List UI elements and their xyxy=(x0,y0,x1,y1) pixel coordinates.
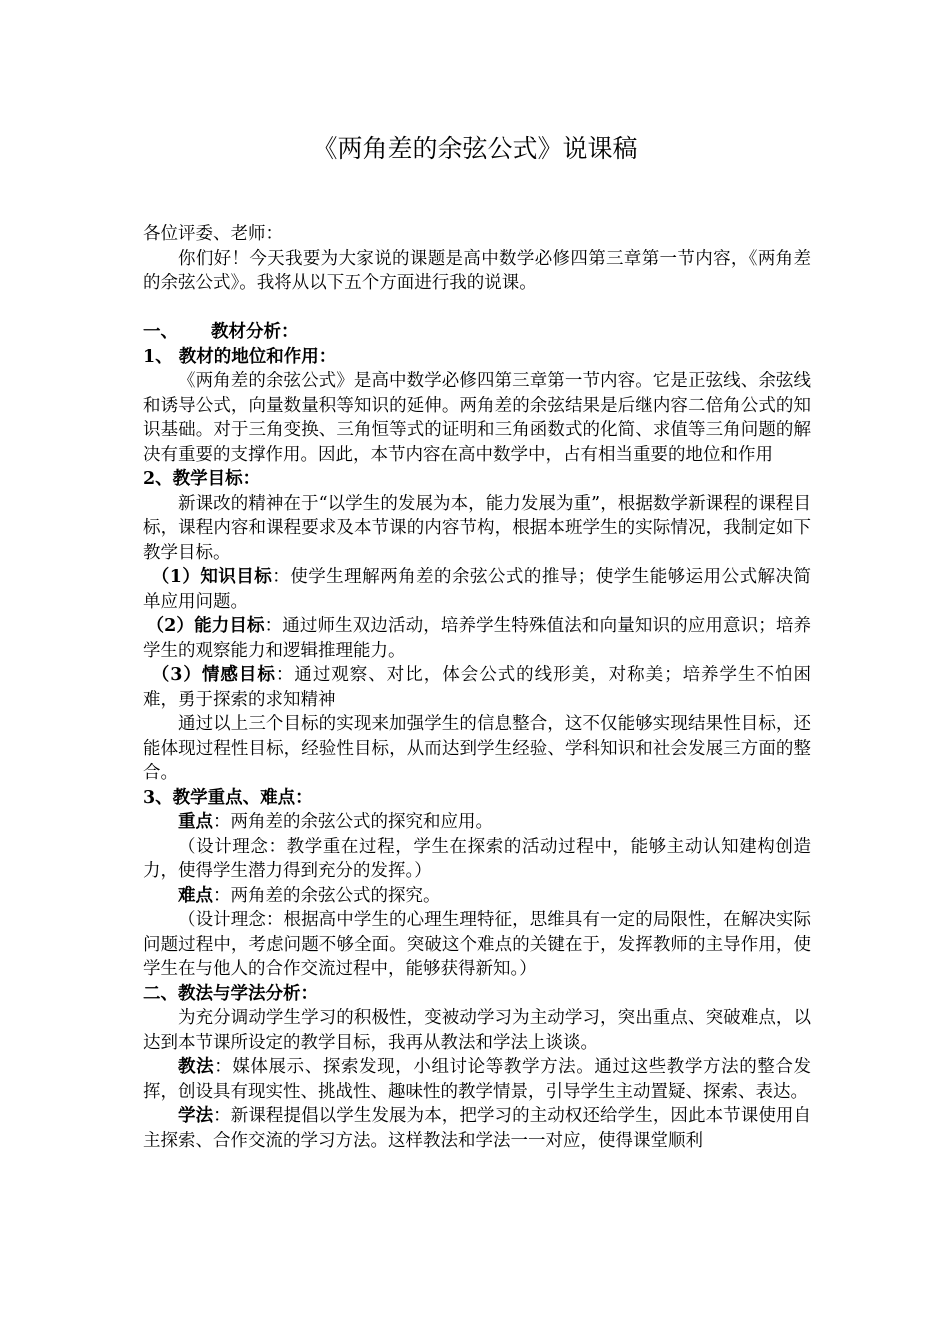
key-point-note: （设计理念：教学重在过程，学生在探索的活动过程中，能够主动认知建构创造力，使得学生潜力得到充分的发挥。） xyxy=(143,836,811,881)
section1-sub1-text: 《两角差的余弦公式》是高中数学必修四第三章第一节内容。它是正弦线、余弦线和诱导公式，向量数量积等知识的延伸。两角差的余弦结果是后继内容二倍角公式的知识基础。对于三角变换、三角恒等式的证明和三角函数式的化简、求值等三角问题的解决有重要的支撑作用。因此，本节内容在高中数学中，占有相当重要的地位和作用 xyxy=(143,371,811,465)
section1-number: 一、 xyxy=(143,322,178,342)
difficult-point-note: （设计理念：根据高中学生的心理生理特征，思维具有一定的局限性，在解决实际问题过程中，考虑问题不够全面。突破这个难点的关键在于，发挥教师的主导作用，使学生在与他人的合作交流过程中，能够获得新知。） xyxy=(143,910,811,979)
teaching-method-label: 教法 xyxy=(178,1057,215,1077)
difficult-point-text: ：两角差的余弦公式的探究。 xyxy=(213,885,441,906)
greeting: 各位评委、老师： xyxy=(143,224,283,244)
key-point-text: ：两角差的余弦公式的探究和应用。 xyxy=(213,812,493,832)
difficult-point-label: 难点 xyxy=(178,885,213,906)
goal-emotion xyxy=(143,663,811,712)
learning-method-text: ：新课程提倡以学生发展为本，把学习的主动权还给学生，因此本节课使用自主探索、合作交流的学习方法。这样教法和学法一一对应，使得课堂顺利 xyxy=(143,1106,811,1151)
section2-heading: 二、教法与学法分析： xyxy=(143,983,318,1004)
difficult-point xyxy=(143,884,811,909)
key-point xyxy=(143,810,811,835)
section2-intro: 为充分调动学生学习的积极性，变被动学习为主动学习，突出重点、突破难点，以达到本节课所设定的教学目标，我再从教法和学法上谈谈。 xyxy=(143,1008,811,1053)
goal-knowledge-text: ：使学生理解两角差的余弦公式的推导；使学生能够运用公式解决简单应用问题。 xyxy=(143,567,811,612)
key-point-label: 重点 xyxy=(178,812,213,832)
goal-ability xyxy=(143,614,811,663)
goal-emotion-text: ：通过观察、对比，体会公式的线形美，对称美；培养学生不怕困难，勇于探索的求知精神 xyxy=(143,665,811,710)
goal-ability-label: （2）能力目标 xyxy=(146,616,265,636)
section1-sub2-text: 新课改的精神在于“以学生的发展为本，能力发展为重”，根据数学新课程的课程目标，课程内容和课程要求及本节课的内容节构，根据本班学生的实际情况，我制定如下教学目标。 xyxy=(143,493,811,563)
document-title: 《两角差的余弦公式》说课稿 xyxy=(312,134,638,163)
teaching-method-text: ：媒体展示、探索发现，小组讨论等教学方法。通过这些教学方法的整合发挥，创设具有现实性、挑战性、趣味性的教学情景，引导学生主动置疑、探索、表达。 xyxy=(143,1057,812,1102)
section1-heading-text: 教材分析： xyxy=(211,322,299,342)
goal-emotion-label: （3）情感目标 xyxy=(151,665,276,685)
section1-sub1-heading: 1、 教材的地位和作用： xyxy=(143,346,337,367)
learning-method xyxy=(143,1104,811,1153)
goals-summary: 通过以上三个目标的实现来加强学生的信息整合，这不仅能够实现结果性目标，还能体现过程性目标，经验性目标，从而达到学生经验、学科知识和社会发展三方面的整合。 xyxy=(143,714,811,783)
learning-method-label: 学法 xyxy=(178,1106,214,1126)
document-body xyxy=(143,222,811,1153)
goal-knowledge xyxy=(143,565,811,614)
spacer xyxy=(143,296,811,321)
section1-sub3-heading: 3、教学重点、难点： xyxy=(143,787,313,808)
section1-sub2-heading: 2、教学目标： xyxy=(143,469,261,489)
intro-paragraph: 你们好！今天我要为大家说的课题是高中数学必修四第三章第一节内容，《两角差的余弦公式》。我将从以下五个方面进行我的说课。 xyxy=(143,248,811,293)
goal-knowledge-label: （1）知识目标 xyxy=(151,567,273,587)
teaching-method xyxy=(143,1055,811,1104)
goal-ability-text: ：通过师生双边活动，培养学生特殊值法和向量知识的应用意识；培养学生的观察能力和逻辑推理能力。 xyxy=(143,616,811,661)
section1-heading xyxy=(143,320,811,345)
